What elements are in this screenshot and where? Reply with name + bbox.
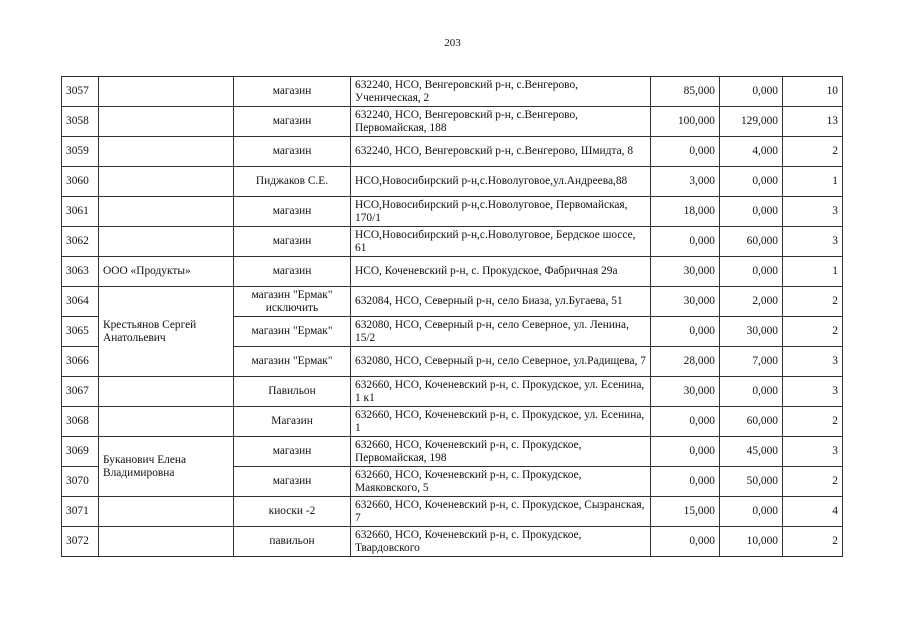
value-a: 0,000 [651,467,720,497]
object-type: Пиджаков С.Е. [234,167,351,197]
value-a: 28,000 [651,347,720,377]
value-b: 129,000 [720,107,783,137]
value-a: 0,000 [651,437,720,467]
object-type: магазин "Ермак" [234,317,351,347]
value-count: 1 [783,167,843,197]
table-row [62,137,843,167]
row-number: 3067 [62,377,99,407]
value-b: 7,000 [720,347,783,377]
row-number: 3064 [62,287,99,317]
object-address: 632660, НСО, Коченевский р-н, с. Прокудское, Твардовского [351,527,651,557]
object-address: 632080, НСО, Северный р-н, село Северное, ул. Ленина, 15/2 [351,317,651,347]
owner-name [99,377,234,407]
owner-name [99,137,234,167]
value-b: 2,000 [720,287,783,317]
value-count: 2 [783,467,843,497]
value-count: 2 [783,287,843,317]
object-type: Павильон [234,377,351,407]
value-count: 2 [783,407,843,437]
row-number: 3070 [62,467,99,497]
value-a: 0,000 [651,527,720,557]
object-address: 632240, НСО, Венгеровский р-н, с.Венгерово, Ученическая, 2 [351,77,651,107]
owner-name [99,407,234,437]
object-address: НСО, Коченевский р-н, с. Прокудское, Фабричная 29а [351,257,651,287]
table-row [62,77,843,107]
row-number: 3060 [62,167,99,197]
table-row [62,407,843,437]
object-address: 632660, НСО, Коченевский р-н, с. Прокудское, ул. Есенина, 1 к1 [351,377,651,407]
object-address: 632660, НСО, Коченевский р-н, с. Прокудское, ул. Есенина, 1 [351,407,651,437]
value-count: 3 [783,347,843,377]
value-count: 3 [783,227,843,257]
value-b: 0,000 [720,497,783,527]
value-count: 10 [783,77,843,107]
value-b: 0,000 [720,257,783,287]
object-type: магазин [234,197,351,227]
value-count: 4 [783,497,843,527]
object-address: НСО,Новосибирский р-н,с.Новолуговое,ул.Андреева,88 [351,167,651,197]
table-row [62,287,843,317]
value-a: 0,000 [651,407,720,437]
page-number: 203 [444,37,461,49]
value-a: 85,000 [651,77,720,107]
value-a: 30,000 [651,377,720,407]
object-address: 632660, НСО, Коченевский р-н, с. Прокудское, Первомайская, 198 [351,437,651,467]
value-b: 0,000 [720,197,783,227]
value-count: 2 [783,527,843,557]
owner-name: Крестьянов Сергей Анатольевич [99,287,234,377]
object-address: 632084, НСО, Северный р-н, село Биаза, ул.Бугаева, 51 [351,287,651,317]
table-row [62,257,843,287]
row-number: 3059 [62,137,99,167]
row-number: 3062 [62,227,99,257]
object-type: магазин [234,107,351,137]
object-type: магазин "Ермак" [234,347,351,377]
value-a: 0,000 [651,227,720,257]
row-number: 3066 [62,347,99,377]
row-number: 3058 [62,107,99,137]
table-row [62,107,843,137]
object-type: киоски -2 [234,497,351,527]
object-address: 632080, НСО, Северный р-н, село Северное, ул.Радищева, 7 [351,347,651,377]
table-row [62,437,843,467]
object-type: магазин [234,227,351,257]
table-row [62,497,843,527]
owner-name [99,77,234,107]
registry-table [61,76,843,557]
object-address: 632240, НСО, Венгеровский р-н, с.Венгерово, Первомайская, 188 [351,107,651,137]
value-count: 2 [783,137,843,167]
value-b: 0,000 [720,77,783,107]
row-number: 3063 [62,257,99,287]
value-b: 60,000 [720,407,783,437]
object-address: 632660, НСО, Коченевский р-н, с. Прокудское, Сызранская, 7 [351,497,651,527]
row-number: 3068 [62,407,99,437]
value-a: 3,000 [651,167,720,197]
table-row [62,197,843,227]
value-a: 18,000 [651,197,720,227]
value-count: 3 [783,197,843,227]
owner-name [99,227,234,257]
value-b: 60,000 [720,227,783,257]
object-address: НСО,Новосибирский р-н,с.Новолуговое, Бердское шоссе, 61 [351,227,651,257]
object-type: павильон [234,527,351,557]
object-type: магазин [234,467,351,497]
value-a: 15,000 [651,497,720,527]
object-address: 632660, НСО, Коченевский р-н, с. Прокудское, Маяковского, 5 [351,467,651,497]
table-row [62,377,843,407]
value-b: 0,000 [720,377,783,407]
row-number: 3065 [62,317,99,347]
owner-name [99,527,234,557]
value-count: 3 [783,437,843,467]
value-b: 0,000 [720,167,783,197]
owner-name: Буканович Елена Владимировна [99,437,234,497]
object-type: магазин [234,137,351,167]
row-number: 3069 [62,437,99,467]
row-number: 3071 [62,497,99,527]
table-row [62,527,843,557]
owner-name [99,497,234,527]
object-type: Магазин [234,407,351,437]
owner-name: ООО «Продукты» [99,257,234,287]
value-count: 1 [783,257,843,287]
table-row [62,227,843,257]
owner-name [99,167,234,197]
registry-body [62,77,843,557]
table-row [62,167,843,197]
value-b: 50,000 [720,467,783,497]
value-a: 0,000 [651,317,720,347]
value-count: 13 [783,107,843,137]
value-a: 100,000 [651,107,720,137]
value-a: 30,000 [651,287,720,317]
object-type: магазин [234,437,351,467]
value-a: 30,000 [651,257,720,287]
value-count: 3 [783,377,843,407]
value-b: 10,000 [720,527,783,557]
row-number: 3072 [62,527,99,557]
object-address: 632240, НСО, Венгеровский р-н, с.Венгерово, Шмидта, 8 [351,137,651,167]
object-type: магазин [234,257,351,287]
object-type: магазин [234,77,351,107]
object-address: НСО,Новосибирский р-н,с.Новолуговое, Первомайская, 170/1 [351,197,651,227]
row-number: 3057 [62,77,99,107]
owner-name [99,197,234,227]
value-count: 2 [783,317,843,347]
value-a: 0,000 [651,137,720,167]
owner-name [99,107,234,137]
value-b: 45,000 [720,437,783,467]
row-number: 3061 [62,197,99,227]
object-type: магазин "Ермак" исключить [234,287,351,317]
value-b: 30,000 [720,317,783,347]
value-b: 4,000 [720,137,783,167]
